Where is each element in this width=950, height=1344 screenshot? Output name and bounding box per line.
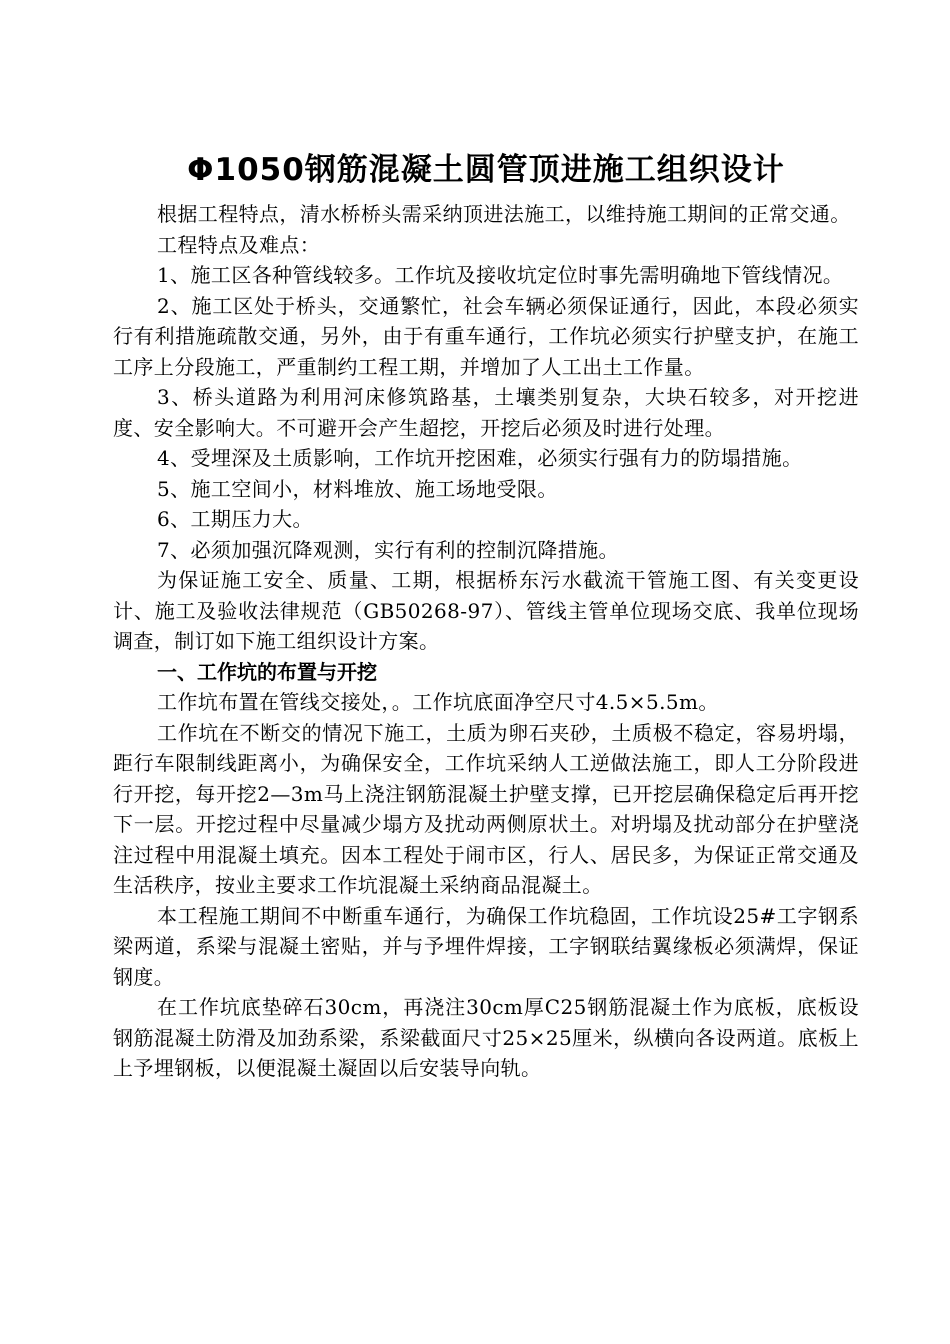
paragraph-basis: 为保证施工安全、质量、工期，根据桥东污水截流干管施工图、有关变更设计、施工及验收法律规范（GB50268-97）、管线主管单位现场交底、我单位现场调查，制订如下施工组织设计方案。: [113, 568, 859, 653]
section-paragraph: 工作坑布置在管线交接处，。工作坑底面净空尺寸4.5×5.5m。: [157, 690, 719, 714]
section-paragraph: 工作坑在不断交的情况下施工，土质为卵石夹砂，土质极不稳定，容易坍塌，距行车限制线距离小，为确保安全，工作坑采纳人工逆做法施工，即人工分阶段进行开挖，每开挖2—3m马上浇注钢筋混凝土护壁支撑，已开挖层确保稳定后再开挖下一层。开挖过程中尽量减少塌方及扰动两侧原状土。对坍塌及扰动部分在护壁浇注过程中用混凝土填充。因本工程处于闹市区，行人、居民多，为保证正常交通及生活秩序，按业主要求工作坑混凝土采纳商品混凝土。: [113, 720, 859, 897]
section-heading: 一、工作坑的布置与开挖: [157, 659, 377, 684]
paragraph-item-2: 2、施工区处于桥头，交通繁忙，社会车辆必须保证通行，因此，本段必须实行有利措施疏散交通，另外，由于有重车通行，工作坑必须实行护壁支护，在施工工序上分段施工，严重制约工程工期，并增加了人工出土工作量。: [113, 293, 859, 379]
document-page: [113, 145, 859, 1084]
paragraph-item-7: 7、必须加强沉降观测，实行有利的控制沉降措施。: [157, 537, 619, 562]
paragraph-item-6: 6、工期压力大。: [157, 507, 313, 531]
paragraph-difficulties-heading: 工程特点及难点：: [157, 232, 321, 257]
paragraph-item-5: 5、施工空间小，材料堆放、施工场地受限。: [157, 476, 558, 501]
paragraph-item-4: 4、受埋深及土质影响，工作坑开挖困难，必须实行强有力的防塌措施。: [157, 446, 803, 470]
paragraph-item-1: 1、施工区各种管线较多。工作坑及接收坑定位时事先需明确地下管线情况。: [157, 263, 844, 287]
section-paragraph: 本工程施工期间不中断重车通行，为确保工作坑稳固，工作坑设25#工字钢系梁两道，系梁与混凝土密贴，并与予埋件焊接，工字钢联结翼缘板必须满焊，保证钢度。: [113, 903, 859, 989]
paragraph-intro: 根据工程特点，清水桥桥头需采纳顶进法施工，以维持施工期间的正常交通。: [157, 202, 851, 226]
document-title: Φ1050钢筋混凝土圆管顶进施工组织设计: [187, 152, 785, 188]
paragraph-item-3: 3、桥头道路为利用河床修筑路基，土壤类别复杂，大块石较多，对开挖进度、安全影响大。不可避开会产生超挖，开挖后必须及时进行处理。: [113, 385, 859, 440]
section-paragraph: 在工作坑底垫碎石30cm，再浇注30cm厚C25钢筋混凝土作为底板，底板设钢筋混凝土防滑及加劲系梁，系梁截面尺寸25×25厘米，纵横向各设两道。底板上上予埋钢板，以便混凝土凝固以后安装导向轨。: [113, 995, 859, 1080]
